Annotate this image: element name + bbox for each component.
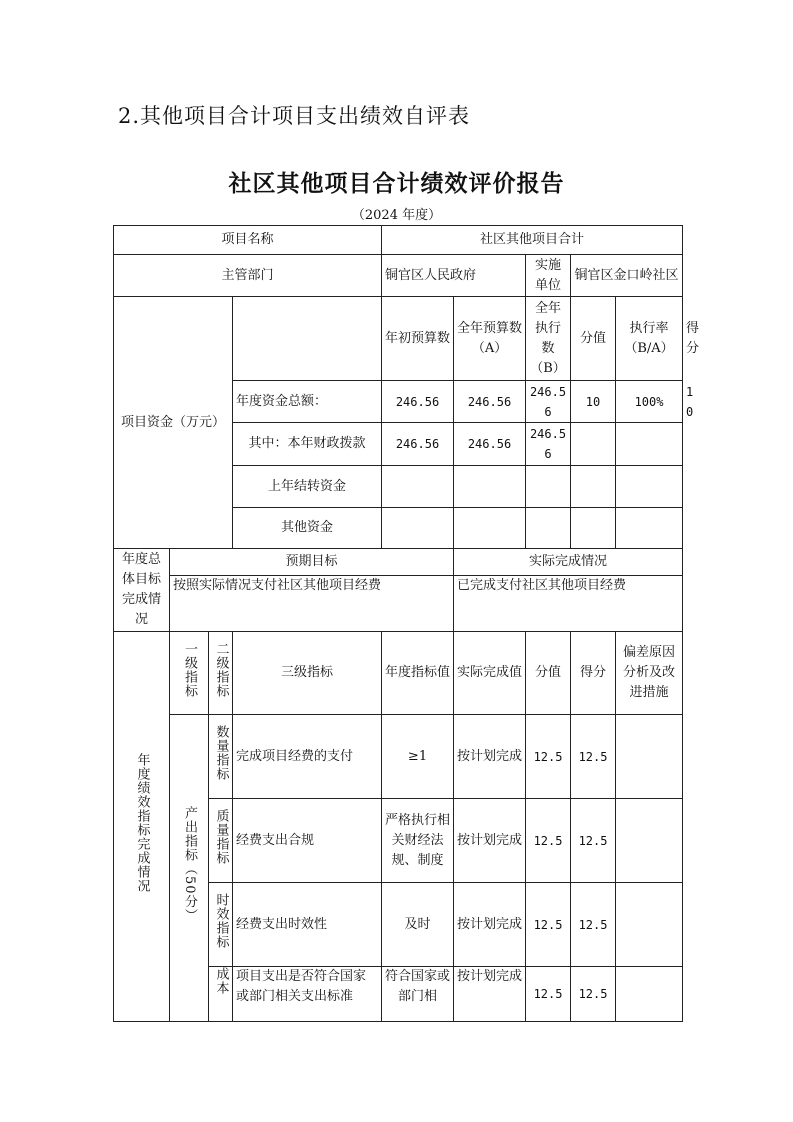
indicator-score-value: 12.5	[526, 967, 571, 1022]
goals-label: 年度总体目标完成情况	[114, 549, 170, 632]
indicator-target: 符合国家或部门相	[382, 967, 454, 1022]
goals-expected: 按照实际情况支付社区其他项目经费	[170, 576, 454, 632]
indicator-score: 12.5	[571, 715, 616, 799]
header-ind-score: 得分	[571, 632, 616, 715]
goals-actual: 已完成支付社区其他项目经费	[454, 576, 683, 632]
indicator-level3: 项目支出是否符合国家或部门相关支出标准	[233, 967, 382, 1022]
indicator-deviation	[616, 799, 683, 883]
output-indicator-label	[170, 715, 209, 1022]
header-level3: 三级指标	[233, 632, 382, 715]
indicator-actual: 按计划完成	[454, 799, 526, 883]
indicator-score: 12.5	[571, 799, 616, 883]
report-title: 社区其他项目合计绩效评价报告	[228, 171, 565, 197]
indicator-target: 及时	[382, 883, 454, 967]
section-heading: 2.其他项目合计项目支出绩效自评表	[118, 104, 471, 128]
fund-row-label: 其中：本年财政拨款	[233, 423, 382, 466]
fund-score-value: 10	[571, 381, 616, 423]
header-executed: 全年执行数（B）	[526, 297, 571, 381]
funds-header-row: 项目资金（万元） 年初预算数 全年预算数（A） 全年执行数（B） 分值 执行率（B/A） 得分	[114, 297, 683, 381]
goals-content-row	[114, 576, 683, 632]
funds-label	[114, 297, 233, 549]
impl-value: 铜官区金口岭社区	[571, 255, 683, 297]
header-level1-text: 一级指标	[182, 641, 197, 698]
fund-executed: 246.56	[526, 381, 571, 423]
indicator-deviation	[616, 967, 683, 1022]
fund-full	[454, 508, 526, 549]
header-exec-rate: 执行率（B/A）	[616, 297, 683, 381]
department-row	[114, 255, 683, 297]
indicator-score-value: 12.5	[526, 715, 571, 799]
fund-initial	[382, 466, 454, 508]
indicator-target: 严格执行相关财经法规、制度	[382, 799, 454, 883]
evaluation-table	[113, 225, 700, 1022]
indicator-deviation	[616, 883, 683, 967]
fund-row-label: 上年结转资金	[233, 466, 382, 508]
funds-label-text: 项目资金（万元）	[120, 414, 225, 430]
header-initial-budget: 年初预算数	[382, 297, 454, 381]
indicator-level2	[209, 967, 233, 1022]
funds-blank-header	[233, 297, 382, 381]
indicator-level3: 完成项目经费的支付	[233, 715, 382, 799]
fund-initial: 246.56	[382, 423, 454, 466]
fund-full	[454, 466, 526, 508]
header-deviation: 偏差原因分析及改进措施	[616, 632, 683, 715]
report-year: （2024 年度）	[351, 208, 442, 223]
header-full-budget: 全年预算数（A）	[454, 297, 526, 381]
indicator-deviation	[616, 715, 683, 799]
project-name-label: 项目名称	[114, 226, 382, 255]
funds-row: 年度资金总额： 246.56 246.56 246.56 10 100% 10	[114, 381, 683, 423]
goals-actual-header: 实际完成情况	[454, 549, 683, 576]
indicator-level2	[209, 883, 233, 967]
header-actual: 实际完成值	[454, 632, 526, 715]
fund-score-value	[571, 466, 616, 508]
indicators-header-row	[114, 632, 683, 715]
fund-initial	[382, 508, 454, 549]
header-level2	[209, 632, 233, 715]
indicator-score: 12.5	[571, 883, 616, 967]
fund-full: 246.56	[454, 381, 526, 423]
fund-initial: 246.56	[382, 381, 454, 423]
fund-rate	[616, 508, 683, 549]
impl-label: 实施单位	[526, 255, 571, 297]
project-name-row	[114, 226, 683, 255]
fund-executed: 246.56	[526, 423, 571, 466]
indicator-score-value: 12.5	[526, 799, 571, 883]
fund-full: 246.56	[454, 423, 526, 466]
fund-executed	[526, 508, 571, 549]
indicator-actual: 按计划完成	[454, 715, 526, 799]
fund-score-value	[571, 423, 616, 466]
fund-row-label: 其他资金	[233, 508, 382, 549]
project-name-value: 社区其他项目合计	[382, 226, 683, 255]
fund-rate	[616, 423, 683, 466]
dept-value: 铜官区人民政府	[382, 255, 526, 297]
indicator-level2-text: 时效指标	[213, 893, 229, 949]
indicators-section-label	[114, 632, 170, 1022]
indicator-level2	[209, 799, 233, 883]
header-ind-score-value: 分值	[526, 632, 571, 715]
header-level2-text: 二级指标	[213, 641, 229, 698]
goals-header-row	[114, 549, 683, 576]
header-target: 年度指标值	[382, 632, 454, 715]
indicator-score-value: 12.5	[526, 883, 571, 967]
dept-label: 主管部门	[114, 255, 382, 297]
fund-rate: 100%	[616, 381, 683, 423]
fund-rate	[616, 466, 683, 508]
fund-score-value	[571, 508, 616, 549]
indicator-level2	[209, 715, 233, 799]
header-score-value: 分值	[571, 297, 616, 381]
indicator-target: ≥1	[382, 715, 454, 799]
indicator-score: 12.5	[571, 967, 616, 1022]
output-indicator-text: 产出指标（50分）	[182, 806, 197, 923]
indicator-actual: 按计划完成	[454, 967, 526, 1022]
indicator-actual: 按计划完成	[454, 883, 526, 967]
header-level1	[170, 632, 209, 715]
indicator-level3: 经费支出合规	[233, 799, 382, 883]
fund-row-label: 年度资金总额：	[233, 381, 382, 423]
indicator-level2-text: 质量指标	[213, 809, 229, 865]
indicators-section-text: 年度绩效指标完成情况	[134, 753, 150, 893]
goals-expected-header: 预期目标	[170, 549, 454, 576]
fund-executed	[526, 466, 571, 508]
indicator-level3: 经费支出时效性	[233, 883, 382, 967]
indicator-level2-text: 成本	[213, 967, 229, 995]
indicator-row	[114, 715, 683, 799]
indicator-level2-text: 数量指标	[213, 725, 229, 781]
